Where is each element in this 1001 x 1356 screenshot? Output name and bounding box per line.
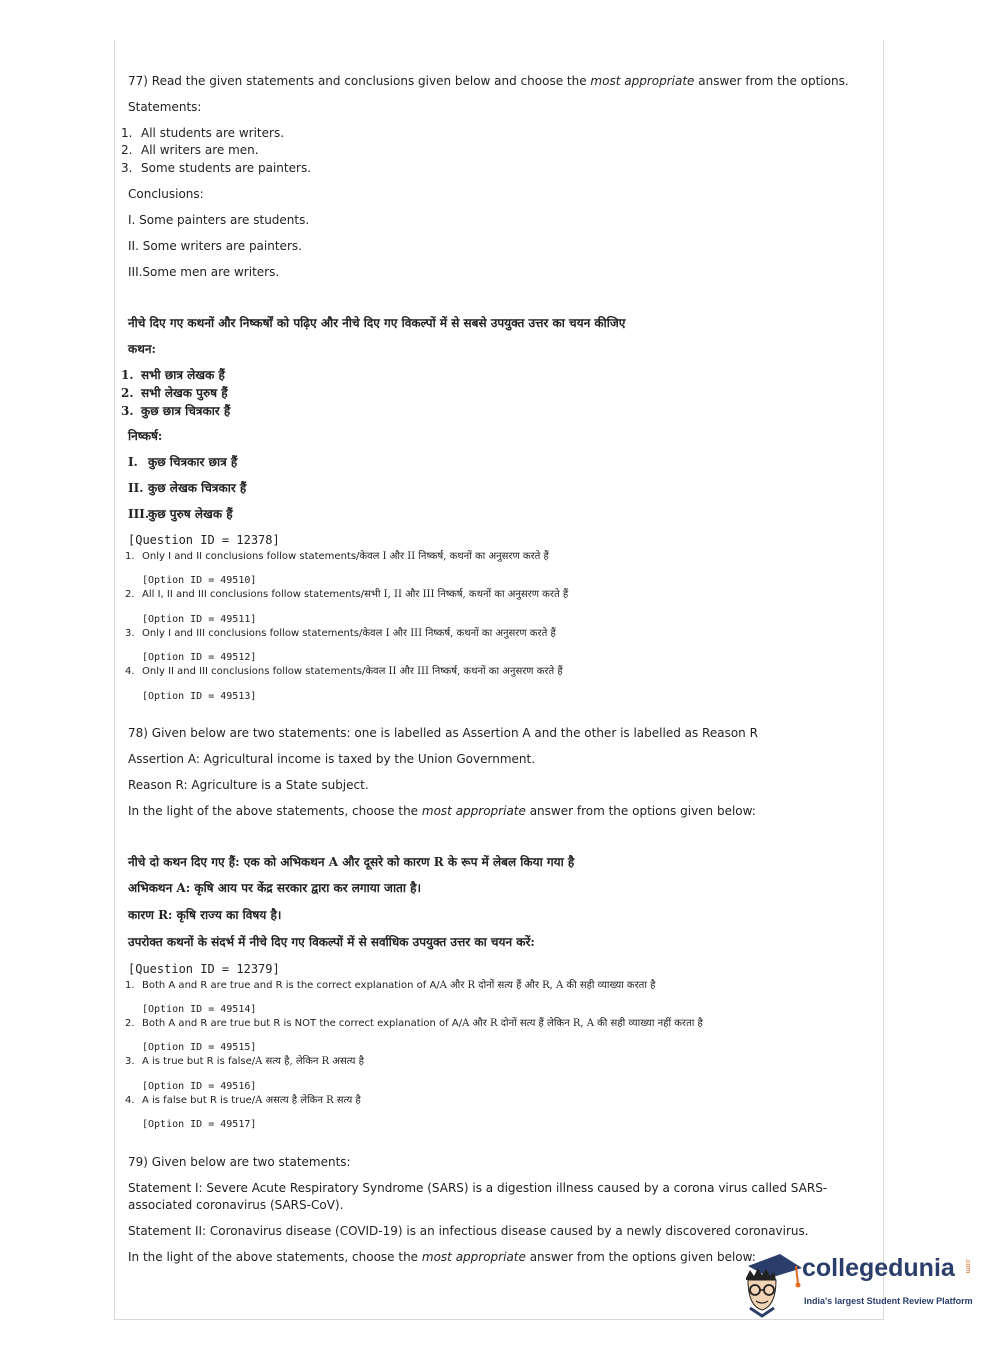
page-border-left <box>114 40 115 1320</box>
q78-hindi-heading: नीचे दो कथन दिए गए हैं: एक को अभिकथन A और दूसरे को कारण R के रूप में लेबल किया गया है <box>128 855 575 869</box>
q78-heading: 78) Given below are two statements: one is labelled as Assertion A and the other is labelled as Reason R <box>128 726 758 740</box>
q79-statement-1: Statement I: Severe Acute Respiratory Syndrome (SARS) is a digestion illness caused by a corona virus called SARS- <box>128 1181 828 1195</box>
q77-heading: 77) Read the given statements and conclusions given below and choose the most appropriate answer from the options. <box>128 74 849 88</box>
q77-option[interactable]: 4. Only II and III conclusions follow statements/केवल II और III निष्कर्ष, कथनों का अनुसरण करते हैं <box>125 666 563 677</box>
q79-instruction: In the light of the above statements, choose the most appropriate answer from the options given below: <box>128 1250 756 1264</box>
q77-conclusions-label: Conclusions: <box>128 187 204 201</box>
student-mascot-icon <box>740 1248 802 1320</box>
q77-question-id: [Question ID = 12378] <box>128 533 280 547</box>
q78-option-id: [Option ID = 49516] <box>142 1081 257 1092</box>
q77-statement: 2. All writers are men. <box>121 143 259 157</box>
q78-hindi-instruction: उपरोक्त कथनों के संदर्भ में नीचे दिए गए विकल्पों में से सर्वाधिक उपयुक्त उत्तर का चयन करें: <box>128 935 535 949</box>
q78-option[interactable]: 4. A is false but R is true/A असत्य है लेकिन R सत्य है <box>125 1095 361 1106</box>
logo-tagline: India's largest Student Review Platform <box>804 1296 973 1306</box>
q78-hindi-reason: कारण R: कृषि राज्य का विषय है। <box>128 908 282 922</box>
q77-conclusion: II. Some writers are painters. <box>128 239 302 253</box>
q77-option-id: [Option ID = 49513] <box>142 691 257 702</box>
q78-option[interactable]: 1. Both A and R are true and R is the correct explanation of A/A और R दोनों सत्य हैं और R, A की सही व्याख्या करता है <box>125 980 656 991</box>
q78-option[interactable]: 2. Both A and R are true but R is NOT the correct explanation of A/A और R दोनों सत्य हैं लेकिन R, A की सही व्याख्या नहीं करता है <box>125 1018 703 1029</box>
q79-heading: 79) Given below are two statements: <box>128 1155 351 1169</box>
q77-hindi-heading: नीचे दिए गए कथनों और निष्कर्षों को पढ़िए और नीचे दिए गए विकल्पों में से सबसे उपयुक्त उत्तर का चयन कीजिए <box>128 316 626 330</box>
q77-hindi-statement: 2. सभी लेखक पुरुष हैं <box>121 386 228 400</box>
q77-statements-label: Statements: <box>128 100 202 114</box>
q77-hindi-conclusion: I. कुछ चित्रकार छात्र हैं <box>128 455 238 469</box>
q77-hindi-conclusions-label: निष्कर्ष: <box>128 429 163 443</box>
q78-option[interactable]: 3. A is true but R is false/A सत्य है, लेकिन R असत्य है <box>125 1056 364 1067</box>
q79-statement-1-cont: associated coronavirus (SARS-CoV). <box>128 1198 344 1212</box>
q78-option-id: [Option ID = 49514] <box>142 1004 257 1015</box>
q78-instruction: In the light of the above statements, choose the most appropriate answer from the options given below: <box>128 804 756 818</box>
q77-conclusion: I. Some painters are students. <box>128 213 310 227</box>
q78-reason: Reason R: Agriculture is a State subject. <box>128 778 369 792</box>
q77-option[interactable]: 3. Only I and III conclusions follow statements/केवल I और III निष्कर्ष, कथनों का अनुसरण करते हैं <box>125 628 556 639</box>
q77-option-id: [Option ID = 49512] <box>142 652 257 663</box>
q77-option[interactable]: 1. Only I and II conclusions follow statements/केवल I और II निष्कर्ष, कथनों का अनुसरण करते हैं <box>125 551 549 562</box>
logo-wordmark: collegedunia <box>802 1254 955 1282</box>
q77-option[interactable]: 2. All I, II and III conclusions follow statements/सभी I, II और III निष्कर्ष, कथनों का अनुसरण करते हैं <box>125 589 569 600</box>
q78-option-id: [Option ID = 49517] <box>142 1119 257 1130</box>
q77-conclusion: III.Some men are writers. <box>128 265 280 279</box>
collegedunia-logo[interactable] <box>740 1248 980 1320</box>
q77-statement: 1. All students are writers. <box>121 126 285 140</box>
q78-option-id: [Option ID = 49515] <box>142 1042 257 1053</box>
q77-hindi-statement: 3. कुछ छात्र चित्रकार हैं <box>121 404 231 418</box>
q77-hindi-statement: 1. सभी छात्र लेखक हैं <box>121 368 225 382</box>
q77-statement: 3. Some students are painters. <box>121 161 312 175</box>
q78-question-id: [Question ID = 12379] <box>128 962 280 976</box>
q77-option-id: [Option ID = 49511] <box>142 614 257 625</box>
q77-hindi-conclusion: II. कुछ लेखक चित्रकार हैं <box>128 481 247 495</box>
q79-statement-2: Statement II: Coronavirus disease (COVID-19) is an infectious disease caused by a newly discovered coronavirus. <box>128 1224 809 1238</box>
q77-hindi-conclusion: III.कुछ पुरुष लेखक हैं <box>128 507 233 521</box>
page-border-right <box>883 40 884 1320</box>
q77-hindi-statements-label: कथन: <box>128 342 156 356</box>
q77-option-id: [Option ID = 49510] <box>142 575 257 586</box>
q78-assertion: Assertion A: Agricultural income is taxed by the Union Government. <box>128 752 536 766</box>
logo-dotcom: .com <box>964 1258 971 1274</box>
q78-hindi-assertion: अभिकथन A: कृषि आय पर केंद्र सरकार द्वारा कर लगाया जाता है। <box>128 881 422 895</box>
